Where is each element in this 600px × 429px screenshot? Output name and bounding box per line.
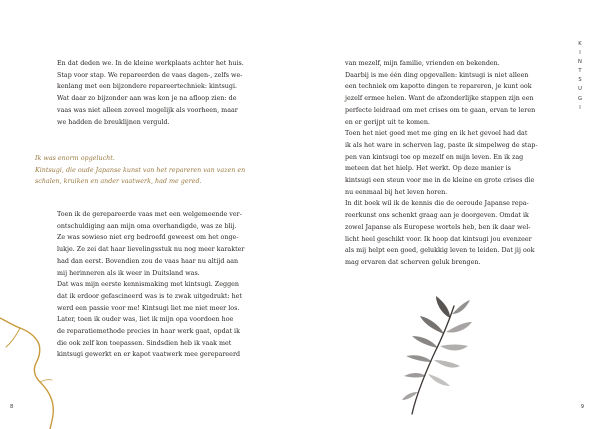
- text-line: had dan eerst. Bovendien zou de vaas haar nu altijd aan: [57, 257, 239, 265]
- text-line: de reparatiemethode precies in haar werk gaat, opdat ik: [57, 328, 240, 336]
- bamboo-branch-icon: [398, 296, 472, 416]
- page-number-left: 8: [10, 404, 14, 410]
- running-title-letter: I: [579, 104, 581, 111]
- text-line: Stap voor stap. We repareerden de vaas dagen-, zelfs we-: [57, 71, 243, 79]
- running-title-letter: S: [578, 77, 582, 84]
- text-line: Daarbij is me één ding opgevallen: kintsugi is niet alleen: [345, 71, 529, 79]
- running-title-letter: U: [578, 86, 582, 93]
- text-line: reerkunst ons schenkt graag aan je doorgeven. Omdat ik: [345, 212, 529, 220]
- text-line: die ook zelf kon toepassen. Sindsdien heb ik vaak met: [57, 339, 232, 347]
- text-line: Toen het niet goed met me ging en ik het gevoel had dat: [345, 130, 528, 138]
- right-paragraph: [345, 58, 555, 269]
- text-line: En dat deden we. In de kleine werkplaats achter het huis.: [57, 60, 244, 67]
- text-line: perfecte leidraad om met crises om te gaan, ervan te leren: [345, 106, 536, 114]
- text-line: mij herinneren als ik weer in Duitsland was.: [57, 269, 200, 277]
- text-line: Later, toen ik ouder was, liet ik mijn opa voordoen hoe: [57, 316, 234, 324]
- text-line: lukje. Ze zei dat haar lievelingsstuk nu nog meer karakter: [57, 246, 245, 254]
- text-line: ontschuldiging aan mijn oma overhandigde, was ze blij.: [57, 222, 237, 230]
- page-number-right: 9: [580, 404, 584, 410]
- running-title-letter: K: [578, 41, 582, 47]
- text-line: kenlang met een bijzondere repareertechniek: kintsugi.: [57, 83, 238, 91]
- text-line: licht heel geschikt voor. Ik hoop dat kintsugi jou evenzeer: [345, 235, 532, 243]
- text-line: Toen ik de gerepareerde vaas met een welgemeende ver-: [57, 211, 242, 218]
- text-line: jezelf ermee helen. Want de afzonderlijke stappen zijn een: [345, 95, 534, 103]
- quote-line: Ik was enorm opgelucht.: [35, 155, 115, 162]
- pull-quote: [35, 153, 275, 188]
- running-title-letter: I: [579, 50, 581, 57]
- running-title-letter: G: [577, 95, 582, 102]
- text-line: Dat was mijn eerste kennismaking met kintsugi. Zeggen: [57, 281, 239, 289]
- gold-kintsugi-crack-icon: [0, 300, 60, 429]
- quote-line: schalen, kruiken en ander vaatwerk, had me gered.: [35, 178, 202, 186]
- text-line: pen van kintsugi toe op mezelf en mijn leven. En ik zag: [345, 153, 524, 161]
- text-line: Wat daar zo bijzonder aan was kon je na afloop zien: de: [57, 95, 237, 103]
- text-line: dat ik erdoor gefascineerd was is te zwak uitgedrukt: het: [57, 292, 243, 300]
- running-title-letter: N: [578, 59, 582, 66]
- text-line: meteen dat het hielp. Het werkt. Op deze manier is: [345, 165, 511, 173]
- text-line: en er gerijpt uit te komen.: [345, 118, 430, 126]
- text-line: een techniek om kapotte dingen te repareren, je kunt ook: [345, 83, 532, 91]
- text-line: werd een passie voor me! Kintsugi liet me niet meer los.: [57, 304, 240, 312]
- text-line: In dit boek wil ik de kennis die de oeroude Japanse repa-: [345, 200, 529, 208]
- text-line: kintsugi een steun voor me in de kleine en grote crises die: [345, 177, 535, 185]
- text-line: mag ervaren dat scherven geluk brengen.: [345, 258, 481, 266]
- text-line: van mezelf, mijn familie, vrienden en bekenden.: [345, 60, 500, 67]
- text-line: zowel Japanse als Europese wortels heb, ben ik daar wel-: [345, 223, 531, 231]
- text-line: nu eenmaal bij het leven horen.: [345, 188, 448, 196]
- text-line: kintsugi gewerkt en er kapot vaatwerk mee gerepareerd: [57, 351, 241, 359]
- running-title-letter: T: [578, 68, 582, 75]
- left-paragraph-2: [57, 209, 272, 361]
- text-line: we hadden de breuklijnen verguld.: [57, 118, 170, 126]
- text-line: vaas was niet alleen zoveel mogelijk als voorheen, maar: [57, 106, 238, 114]
- running-title: [578, 40, 582, 113]
- text-line: als mij helpt een goed, gelukkig leven te leiden. Dat jij ook: [345, 247, 535, 255]
- quote-line: Kintsugi, die oude Japanse kunst van het repareren van vazen en: [35, 166, 246, 174]
- text-line: ik als het ware in scherven lag, paste ik simpelweg de stap-: [345, 141, 538, 149]
- left-paragraph-1: [57, 58, 272, 128]
- text-line: Ze was sowieso niet erg bedroefd geweest om het onge-: [57, 234, 239, 242]
